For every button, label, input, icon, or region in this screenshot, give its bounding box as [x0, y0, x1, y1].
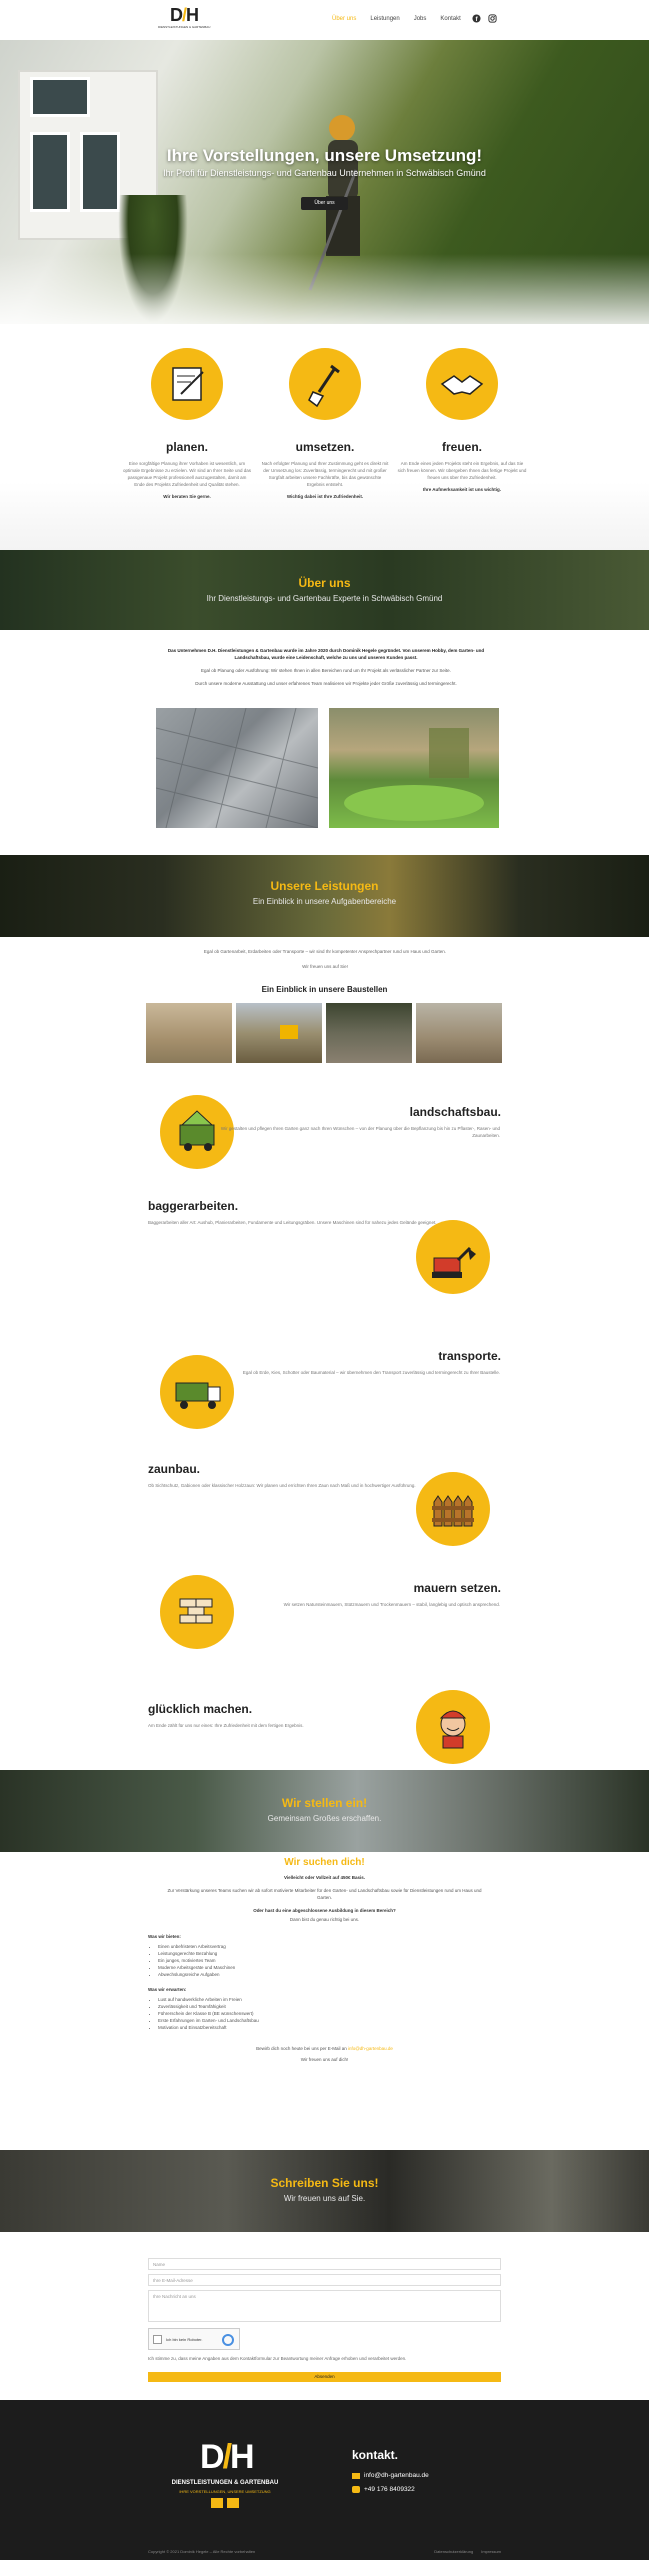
- phone-icon: [352, 2486, 360, 2493]
- captcha-checkbox[interactable]: [153, 2335, 162, 2344]
- service-text: Wir setzen Natursteinmauern, Stützmauern und Trockenmauern – stabil, langlebig und optisch ansprechend.: [283, 1602, 500, 1607]
- offer-title: Was wir bieten:: [148, 1934, 181, 1939]
- expect-list: [158, 1996, 649, 2031]
- gallery-image-1[interactable]: [146, 1003, 232, 1063]
- list-item: • Leistungsgerechte Bezahlung: [158, 1950, 649, 1957]
- shovel-icon: [289, 348, 361, 420]
- service-excavation: [0, 1195, 649, 1305]
- feature-cta: Wir beraten Sie gerne.: [163, 494, 211, 499]
- jobs-section: [0, 1851, 649, 2063]
- svg-text:f: f: [475, 16, 478, 23]
- privacy-consent[interactable]: Ich stimme zu, dass meine Angaben aus dem Kontaktformular zur Beantwortung meiner Anfrage erhoben und verarbeitet werden.: [148, 2356, 407, 2361]
- contact-title: Schreiben Sie uns!: [270, 2176, 379, 2190]
- message-field[interactable]: Ihre Nachricht an uns: [148, 2290, 501, 2322]
- service-transport: [0, 1345, 649, 1440]
- site-footer: [0, 2400, 649, 2560]
- feature-text: Eine sorgfältige Planung ihrer Vorhaben ist wesentlich, um optimale Ergebnisse zu erzielen. Wir sind an Ihrer Seite und das passgenaue Projekt professionell auszugestalten, damit am Ende des Projekts Zufriedenheit und Qualität stehen.: [122, 461, 252, 487]
- about-subtitle: Ihr Dienstleistungs- und Gartenbau Experte in Schwäbisch Gmünd: [206, 594, 443, 603]
- service-title: glücklich machen.: [148, 1702, 253, 1716]
- about-text: Das Unternehmen D.H. Dienstleistungen & Gartenbau wurde im Jahre 2020 durch Dominik Hegele gegründet. Von unserem Hobby, dem Garten- und Landschaftsbau, wurde eine Leidenschaft, welche zu uns und unseren Kunden passt. Egal ob Planung oder Ausführung: Wir stehen Ihnen in allen Bereichen rund um Ihr Projekt als verlässlicher Partner zur Seite. Durch unsere moderne Ausstattung und unser erfahrenes Team realisieren wir Projekte jeder Größe zuverlässig und termingerecht.: [167, 648, 485, 686]
- captcha[interactable]: Ich bin kein Roboter.: [148, 2328, 240, 2350]
- jobs-closing: Wir freuen uns auf dich!: [300, 2057, 349, 2062]
- feature-title: umsetzen.: [295, 440, 355, 454]
- service-landscaping: [0, 1095, 649, 1175]
- footer-facebook-icon[interactable]: [211, 2498, 223, 2508]
- jobs-question: Oder hast du eine abgeschlossene Ausbildung in diesem Bereich?: [253, 1908, 396, 1913]
- list-item: • Zuverlässigkeit und Teamfähigkeit: [158, 2003, 649, 2010]
- submit-button[interactable]: Absenden: [148, 2372, 501, 2382]
- services-title: Unsere Leistungen: [270, 879, 379, 893]
- logo-mark: D/H: [170, 5, 199, 25]
- hero-title: Ihre Vorstellungen, unsere Umsetzung!: [166, 146, 483, 165]
- list-item: • Einen unbefristeten Arbeitsvertrag: [158, 1943, 649, 1950]
- jobs-intro: Zur Verstärkung unseres Teams suchen wir ab sofort motivierte Mitarbeiter für den Garten- und Landschaftsbau sowie für Dienstleistungen rund um Haus und Garten.: [167, 1888, 482, 1900]
- service-walls: [0, 1575, 649, 1660]
- footer-links: [434, 2549, 501, 2554]
- fence-icon: [416, 1472, 490, 1546]
- feature-execute: [260, 348, 390, 499]
- handshake-icon: [426, 348, 498, 420]
- service-title: zaunbau.: [148, 1462, 201, 1476]
- list-item: • Abwechslungsreiche Aufgaben: [158, 1971, 649, 1978]
- feature-text: Nach erfolgter Planung und Ihrer Zustimmung geht es direkt mit der Umsetzung los: Zuverlässig, termingerecht und mit großer Sorgfalt arbeiten unsere Fachkräfte, bis das gewünschte Ergebnis entsteht.: [261, 461, 389, 487]
- about-image-paving: [156, 708, 318, 828]
- about-banner: [0, 550, 649, 630]
- jobs-contact: Bewirb dich noch heute bei uns per E-Mail an info@dh-gartenbau.de: [256, 2046, 393, 2051]
- jobs-answer: Dann bist du genau richtig bei uns.: [289, 1917, 360, 1922]
- list-item: • Führerschein der Klasse B (BE wünschenswert): [158, 2010, 649, 2017]
- service-title: mauern setzen.: [413, 1581, 501, 1595]
- gallery-image-2[interactable]: [236, 1003, 322, 1063]
- nav-jobs[interactable]: Jobs: [413, 16, 427, 22]
- nav-services[interactable]: Leistungen: [370, 16, 400, 22]
- feature-cta: Ihre Aufmerksamkeit ist uns wichtig.: [422, 487, 502, 492]
- gallery-image-3[interactable]: [326, 1003, 412, 1063]
- service-text: Wir gestalten und pflegen Ihren Garten ganz nach Ihren Wünschen – von der Planung über die Bepflanzung bis hin zu Pflaster-, Rasen- und Zaunarbeiten.: [220, 1126, 500, 1138]
- imprint-link[interactable]: Impressum: [481, 2549, 501, 2554]
- wall-icon: [160, 1575, 234, 1649]
- happy-worker-icon: [416, 1690, 490, 1764]
- expect-title: Was wir erwarten:: [148, 1987, 187, 1992]
- footer-instagram-icon[interactable]: [227, 2498, 239, 2508]
- footer-logo[interactable]: D/H DIENSTLEISTUNGEN & GARTENBAU IHRE VORSTELLUNGEN, UNSERE UMSETZUNG: [160, 2438, 290, 2508]
- feature-text: Am Ende eines jeden Projekts steht ein Ergebnis, auf das Sie sich freuen können. Wir übergeben Ihnen das fertige Projekt und freuen uns über Ihre Zufriedenheit.: [397, 461, 527, 480]
- plan-icon: [151, 348, 223, 420]
- hiring-banner: [0, 1770, 649, 1852]
- services-subtitle: Ein Einblick in unsere Aufgabenbereiche: [252, 897, 397, 906]
- footer-contact-title: kontakt.: [352, 2448, 399, 2462]
- recaptcha-icon: [221, 2333, 235, 2347]
- contact-banner: [0, 2150, 649, 2232]
- copyright: Copyright © 2021 Dominik Hegele – Alle Rechte vorbehalten: [148, 2549, 256, 2554]
- offer-list: [158, 1943, 649, 1978]
- services-banner: [0, 855, 649, 937]
- footer-email[interactable]: info@dh-gartenbau.de: [352, 2472, 429, 2479]
- feature-enjoy: [397, 348, 527, 492]
- nav-contact[interactable]: Kontakt: [440, 16, 461, 22]
- email-field[interactable]: Ihre E-Mail-Adresse: [148, 2274, 501, 2286]
- hiring-title: Wir stellen ein!: [281, 1796, 368, 1810]
- about-title: Über uns: [298, 576, 351, 590]
- name-field[interactable]: Name: [148, 2258, 501, 2270]
- hero-about-button[interactable]: Über uns: [301, 197, 348, 210]
- service-title: transporte.: [438, 1349, 501, 1363]
- site-header: [0, 0, 649, 40]
- list-item: • Moderne Arbeitsgeräte und Maschinen: [158, 1964, 649, 1971]
- list-item: • Erste Erfahrungen im Garten- und Landschaftsbau: [158, 2017, 649, 2024]
- feature-cta: Wichtig dabei ist Ihre Zufriedenheit.: [286, 494, 364, 499]
- main-nav: [332, 16, 461, 22]
- mail-icon: [352, 2473, 360, 2479]
- service-title: landschaftsbau.: [409, 1105, 501, 1119]
- truck-icon: [160, 1355, 234, 1429]
- service-title: baggerarbeiten.: [148, 1199, 239, 1213]
- nav-about[interactable]: Über uns: [332, 16, 357, 22]
- footer-logo-mark: D/H: [200, 2438, 253, 2476]
- jobs-title: Wir suchen dich!: [284, 1857, 365, 1868]
- gallery-title: Ein Einblick in unsere Baustellen: [261, 985, 388, 994]
- feature-plan: [122, 348, 252, 499]
- gallery-image-4[interactable]: [416, 1003, 502, 1063]
- service-text: Am Ende zählt für uns nur eines: Ihre Zufriedenheit mit dem fertigen Ergebnis.: [148, 1723, 304, 1728]
- hero: [0, 40, 649, 324]
- contact-subtitle: Wir freuen uns auf Sie.: [283, 2194, 366, 2203]
- services-intro: Egal ob Gartenarbeit, Erdarbeiten oder Transporte – wir sind Ihr kompetenter Ansprechpartner rund um Haus und Garten. Wir freuen uns auf Sie!: [203, 949, 447, 969]
- service-fencing: [0, 1460, 649, 1560]
- hero-subtitle: Ihr Profi für Dienstleistungs- und Gartenbau Unternehmen in Schwäbisch Gmünd: [163, 168, 486, 178]
- logo[interactable]: [158, 5, 211, 33]
- feature-title: freuen.: [441, 440, 482, 454]
- instagram-icon[interactable]: [488, 14, 497, 23]
- service-text: Ob Sichtschutz, Gabionen oder klassischer Holzzaun: Wir planen und errichten Ihren Zaun nach Maß und in hochwertiger Ausführung.: [148, 1483, 416, 1488]
- facebook-icon[interactable]: [472, 14, 481, 23]
- jobs-email-link[interactable]: info@dh-gartenbau.de: [347, 2046, 393, 2051]
- excavator-icon: [416, 1220, 490, 1294]
- logo-sub: DIENSTLEISTUNGEN & GARTENBAU: [158, 25, 211, 29]
- about-image-garden: [329, 708, 499, 828]
- list-item: • Motivation und Einsatzbereitschaft: [158, 2024, 649, 2031]
- privacy-link[interactable]: Datenschutzerklärung: [434, 2549, 474, 2554]
- jobs-tagline: Vielleicht oder Vollzeit auf 450€ Basis.: [283, 1875, 366, 1880]
- footer-phone[interactable]: +49 176 8409322: [352, 2486, 415, 2493]
- feature-title: planen.: [165, 440, 208, 454]
- service-text: Baggerarbeiten aller Art: Aushub, Planierarbeiten, Fundamente und Leitungsgräben. Unsere Maschinen sind für nahezu jedes Gelände geeignet.: [148, 1220, 437, 1225]
- features-section: [0, 324, 649, 550]
- hiring-subtitle: Gemeinsam Großes erschaffen.: [267, 1814, 382, 1823]
- list-item: • Ein junges, motiviertes Team: [158, 1957, 649, 1964]
- service-text: Egal ob Erde, Kies, Schotter oder Baumaterial – wir übernehmen den Transport zuverlässig und termingerecht zu Ihrer Baustelle.: [242, 1370, 500, 1375]
- list-item: • Lust auf handwerkliche Arbeiten im Freien: [158, 1996, 649, 2003]
- service-happy: [0, 1690, 649, 1780]
